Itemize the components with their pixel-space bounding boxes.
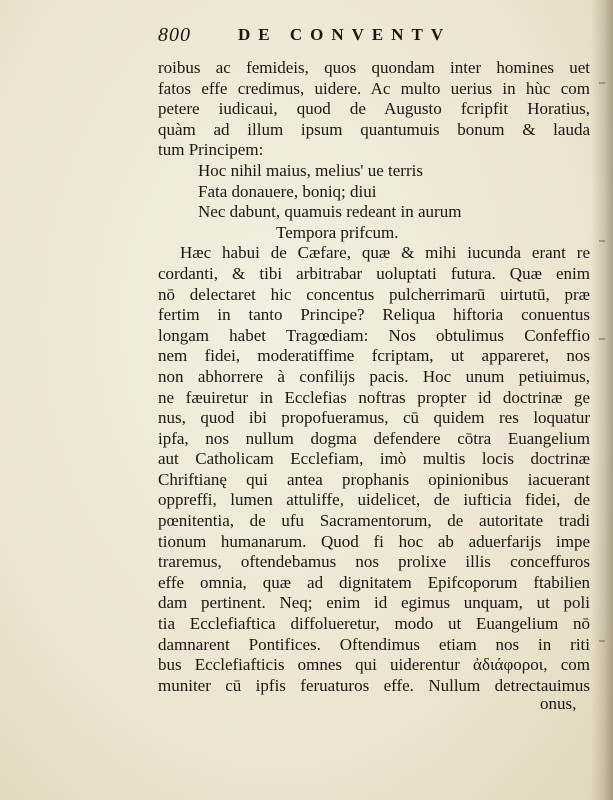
body-text	[158, 58, 590, 696]
text-line: petere iudicaui, quod de Augusto fcripfit Horatius,	[158, 99, 590, 119]
text-line: tia Ecclefiaftica diffolueretur, modo ut Euangelium nō	[158, 614, 590, 634]
page-gutter-shadow	[591, 0, 613, 800]
text-line: traremus, oftendebamus nos prolixe illis conceffuros	[158, 552, 590, 572]
text-line: Tempora prifcum.	[276, 222, 399, 242]
text-line: non abhorrere à confilijs pacis. Hoc unum petiuimus,	[158, 366, 590, 386]
text-line: ne fæuiretur in Ecclefias noftras propter id doctrinæ ge	[158, 387, 590, 407]
text-line: muniter cū ipfis feruaturos effe. Nullum detrectauimus	[158, 675, 590, 695]
text-line: dam pertinent. Neq; enim id egimus unquam, ut poli	[158, 593, 590, 613]
text-line: Nec dabunt, quamuis redeant in aurum	[198, 202, 462, 222]
text-line: effe omnia, quæ ad dignitatem Epifcoporum ftabilien	[158, 572, 590, 592]
text-line: fertim in tanto Principe? Reliqua hiftoria conuentus	[158, 305, 590, 325]
bleed-mark	[599, 640, 605, 642]
text-line: pœnitentia, de ufu Sacramentorum, de autoritate tradi	[158, 511, 590, 531]
text-line: ipfa, nos nullum dogma defendere cōtra Euangelium	[158, 428, 590, 448]
text-line: Hoc nihil maius, melius' ue terris	[198, 160, 423, 180]
text-line: damnarent Pontifices. Oftendimus etiam nos in riti	[158, 634, 590, 654]
text-line: nem fidei, moderatiffime fcriptam, ut appareret, nos	[158, 346, 590, 366]
text-line: tionum humanarum. Quod fi hoc ab aduerfarijs impe	[158, 531, 590, 551]
text-line: bus Ecclefiafticis omnes qui uiderentur ἀδιάφοροι, com	[158, 655, 590, 675]
text-line: Hæc habui de Cæfare, quæ & mihi iucunda erant re	[180, 243, 590, 263]
text-line: aut Catholicam Ecclefiam, imò multis locis doctrinæ	[158, 449, 590, 469]
text-line: tum Principem:	[158, 140, 264, 160]
page-header	[158, 24, 578, 48]
text-line: fatos effe credimus, uidere. Ac multo uerius in hùc com	[158, 78, 590, 98]
text-line: nō delectaret hic concentus pulcherrimarū uirtutū, præ	[158, 284, 590, 304]
text-line: oppreffi, lumen attuliffe, uidelicet, de iufticia fidei, de	[158, 490, 590, 510]
text-line: Chriftianę qui antea prophanis opinionibus iacuerant	[158, 469, 590, 489]
bleed-mark	[599, 240, 605, 242]
bleed-mark	[599, 82, 605, 84]
text-line: Fata donauere, boniq; diui	[198, 181, 377, 201]
text-line: quàm ad illum ipsum quantumuis bonum & lauda	[158, 119, 590, 139]
text-line: nus, quod ibi propofueramus, cū quidem res loquatur	[158, 408, 590, 428]
catchword: onus,	[540, 694, 577, 713]
text-line: roibus ac femideis, quos quondam inter homines uet	[158, 58, 590, 77]
text-line: longam habet Tragœdiam: Nos obtulimus Confeffio	[158, 325, 590, 345]
bleed-mark	[599, 338, 605, 340]
page-number: 800	[158, 24, 191, 46]
text-line: cordanti, & tibi arbitrabar uoluptati futura. Quæ enim	[158, 263, 590, 283]
running-title: DE CONVENTV	[238, 25, 452, 44]
